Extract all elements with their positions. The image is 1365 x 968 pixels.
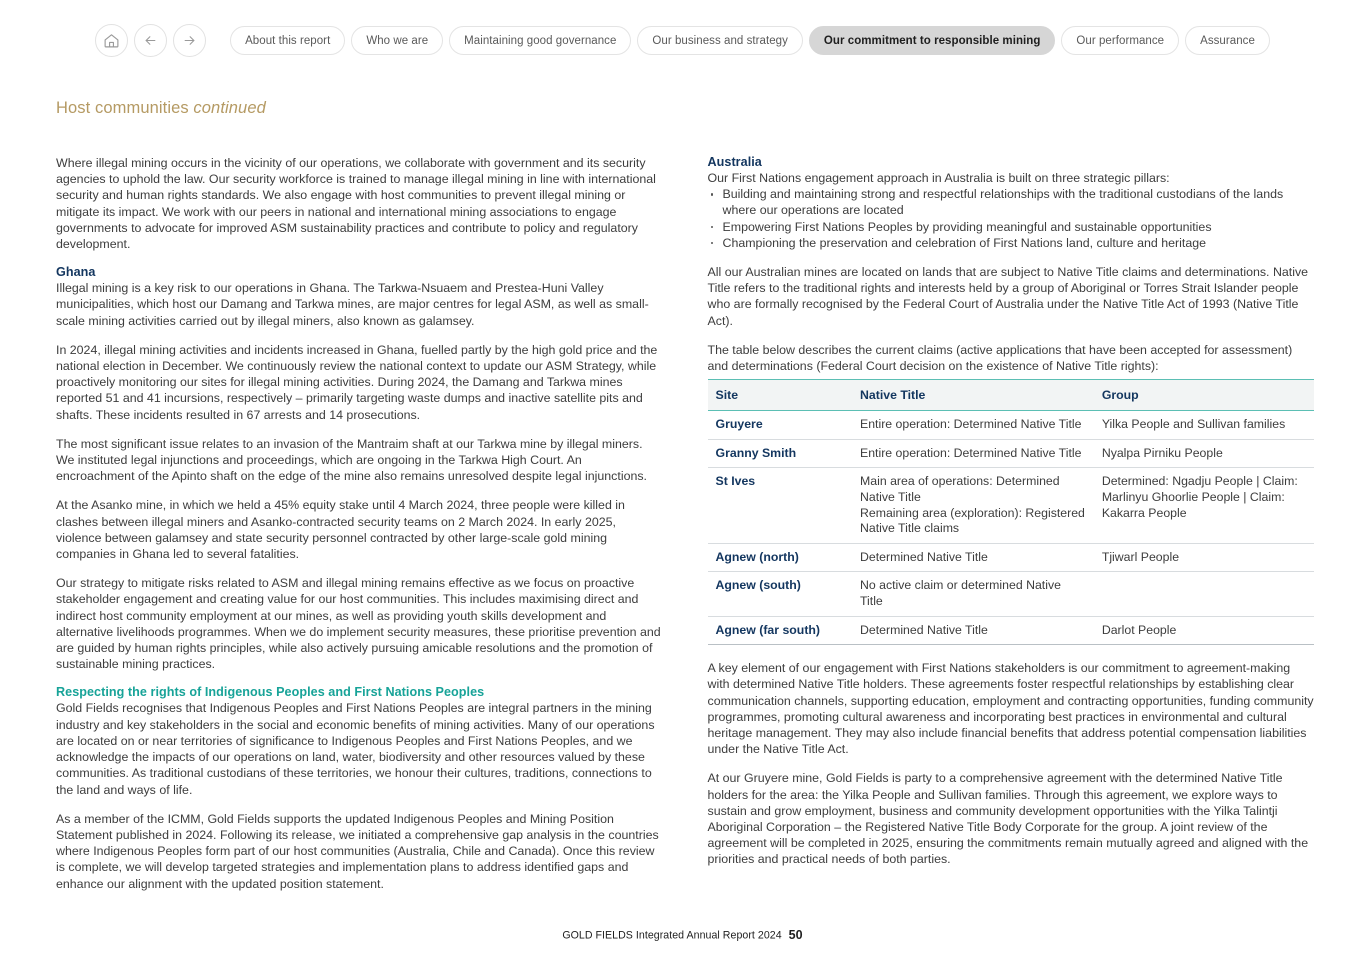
forward-button[interactable]	[173, 24, 206, 57]
page-title	[56, 99, 266, 118]
cell-site: Agnew (far south)	[708, 616, 853, 645]
paragraph-table-introduction: The table below describes the current claims (active applications that have been accepted for assessment) and determinations (Federal Court decision on the existence of Native Title rights):	[707, 342, 1293, 374]
tab-assurance[interactable]: Assurance	[1185, 26, 1270, 55]
paragraph-australia-intro: Our First Nations engagement approach in Australia is built on three strategic pillars:	[707, 171, 1170, 185]
page-title-main: Host communities	[56, 99, 189, 117]
cell-group: Darlot People	[1094, 616, 1314, 645]
back-button[interactable]	[134, 24, 167, 57]
heading-australia: Australia	[707, 155, 762, 169]
page-title-continued: continued	[193, 99, 266, 117]
page-content	[56, 155, 1314, 905]
cell-native-title: Determined Native Title	[852, 543, 1094, 572]
cell-native-title: Entire operation: Determined Native Title	[852, 439, 1094, 468]
cell-group: Nyalpa Pirniku People	[1094, 439, 1314, 468]
paragraph-gruyere-agreement: At our Gruyere mine, Gold Fields is party to a comprehensive agreement with the determined Native Title holders for the area: the Yilka People and Sullivan families. Through this agreement, we explore ways to sustain and grow employment, business and community development opportunities with the Yilka Talintji Aboriginal Corporation – the Registered Native Title Body Corporate for the group. A joint review of the agreement will be completed in 2025, ensuring the commitments remain mutually agreed and aligned with the priorities and practical needs of both parties.	[707, 771, 1309, 867]
footer-report-name: GOLD FIELDS Integrated Annual Report 2024	[562, 929, 782, 942]
column-header-site: Site	[708, 380, 853, 411]
right-column	[708, 155, 1315, 905]
heading-ghana: Ghana	[56, 265, 96, 280]
left-column	[56, 155, 663, 905]
paragraph-mantraim-shaft: The most significant issue relates to an invasion of the Mantraim shaft at our Tarkwa mine by illegal miners. We instituted legal injunctions and proceedings, which are ongoing in the Tarkwa High Court. An encroachment of the Apinto shaft on the edge of the mine also remains unresolved despite legal injunctions.	[56, 436, 647, 484]
cell-site: Agnew (north)	[708, 543, 853, 572]
cell-native-title: Entire operation: Determined Native Title	[852, 411, 1094, 440]
tab-our-business-and-strategy[interactable]: Our business and strategy	[637, 26, 803, 55]
cell-site: St Ives	[708, 468, 853, 543]
footer-page-number: 50	[788, 928, 803, 942]
tab-our-performance[interactable]: Our performance	[1061, 26, 1179, 55]
forward-arrow-icon	[182, 33, 197, 48]
paragraph-indigenous-partners: Gold Fields recognises that Indigenous Peoples and First Nations Peoples are integral partners in the mining industry and key stakeholders in the social and economic benefits of mining activities. Many of our operations are located on or near territories of significance to Indigenous Peoples and First Nations Peoples, and we acknowledge the impacts of our operations on land, water, biodiversity and other resources valued by these communities. As traditional custodians of these territories, we honour their cultures, traditions, connections to the land and ways of life.	[56, 701, 655, 797]
cell-site: Gruyere	[708, 411, 853, 440]
cell-native-title: No active claim or determined Native Title	[852, 572, 1094, 616]
paragraph-asanko-mine: At the Asanko mine, in which we held a 45% equity stake until 4 March 2024, three people were killed in clashes between illegal miners and Asanko-contracted security teams on 2 March 2024. In early 2025, violence between galamsey and state security personnel contracted by other large-scale gold mining companies in Ghana led to several fatalities.	[56, 498, 625, 562]
home-button[interactable]	[95, 24, 128, 57]
table-row	[708, 616, 1315, 645]
table-row	[708, 439, 1315, 468]
cell-site: Granny Smith	[708, 439, 853, 468]
table-row	[708, 572, 1315, 616]
paragraph-illegal-mining-collaboration: Where illegal mining occurs in the vicinity of our operations, we collaborate with government and its security agencies to uphold the law. Our security workforce is trained to manage illegal mining in line with international security and human rights standards. We also engage with host communities to prevent illegal mining or mitigate its impact. We work with our peers in national and international mining associations to engage governments to advocate for improved ASM sustainability practices and contribute to policy and regulatory development.	[56, 156, 656, 252]
tab-about-this-report[interactable]: About this report	[230, 26, 345, 55]
column-header-group: Group	[1094, 380, 1314, 411]
back-arrow-icon	[143, 33, 158, 48]
table-row	[708, 411, 1315, 440]
tab-maintaining-good-governance[interactable]: Maintaining good governance	[449, 26, 631, 55]
cell-group	[1094, 572, 1314, 616]
paragraph-native-title-definition: All our Australian mines are located on lands that are subject to Native Title claims and determinations. Native Title refers to the traditional rights and interests held by a group of Aboriginal or Torres Strait Islander people who are formally recognised by the Federal Court of Australia under the Native Title Act of 1993 (Native Title Act).	[707, 265, 1309, 328]
cell-group: Yilka People and Sullivan families	[1094, 411, 1314, 440]
list-strategic-pillars	[708, 186, 1315, 251]
tab-who-we-are[interactable]: Who we are	[351, 26, 443, 55]
paragraph-agreement-making: A key element of our engagement with First Nations stakeholders is our commitment to agreement-making with determined Native Title holders. These agreements foster respectful relationships by establishing clear communication channels, supporting education, employment and contracting opportunities, funding community programmes, promoting cultural awareness and incorporating best practices in environmental and cultural heritage management. They may also include financial benefits that address potential compensation liabilities under the Native Title Act.	[707, 661, 1314, 757]
tab-our-commitment-to-responsible-mining[interactable]: Our commitment to responsible mining	[809, 26, 1056, 55]
home-icon	[103, 32, 120, 49]
paragraph-icmm-position-statement: As a member of the ICMM, Gold Fields supports the updated Indigenous Peoples and Mining Position Statement published in 2024. Following its release, we initiated a comprehensive gap analysis in the countries where Indigenous Peoples form part of our host communities (Australia, Chile and Canada). Once this review is complete, we will develop targeted strategies and implementation plans to address identified gaps and enhance our alignment with the updated position statement.	[56, 811, 659, 891]
cell-site: Agnew (south)	[708, 572, 853, 616]
list-item: Empowering First Nations Peoples by providing meaningful and sustainable opportunities	[708, 219, 1315, 235]
cell-native-title: Determined Native Title	[852, 616, 1094, 645]
table-row	[708, 468, 1315, 543]
native-title-claims-table	[708, 379, 1315, 645]
paragraph-asm-strategy: Our strategy to mitigate risks related to ASM and illegal mining remains effective as we focus on proactive stakeholder engagement and creating value for our host communities. This includes maximising direct and indirect host community employment at our mines, as well as providing youth skills development and alternative livelihoods programmes. When we do implement security measures, these prioritise prevention and are guided by human rights principles, while also actively pursuing amicable resolutions and the promotion of sustainable mining practices.	[56, 576, 661, 672]
table-header-row	[708, 380, 1315, 411]
top-navigation-bar	[0, 24, 1365, 57]
paragraph-ghana-risk: Illegal mining is a key risk to our operations in Ghana. The Tarkwa-Nsuaem and Prestea-Huni Valley municipalities, which host our Damang and Tarkwa mines, are major centres for legal ASM, as well as small-scale mining activities carried out by illegal miners, also known as galamsey.	[56, 281, 649, 328]
list-item: Championing the preservation and celebration of First Nations land, culture and heritage	[708, 235, 1315, 251]
cell-group: Tjiwarl People	[1094, 543, 1314, 572]
heading-respecting-indigenous-rights: Respecting the rights of Indigenous Peoples and First Nations Peoples	[56, 685, 485, 700]
list-item: Building and maintaining strong and respectful relationships with the traditional custodians of the lands where our operations are located	[708, 186, 1315, 218]
paragraph-ghana-2024-incidents: In 2024, illegal mining activities and incidents increased in Ghana, fuelled partly by the high gold price and the national election in December. We continuously review the national context to update our ASM Strategy, while proactively monitoring our sites for illegal mining activities. During 2024, the Damang and Tarkwa mines reported 51 and 41 incursions, respectively – primarily targeting waste dumps and inactive satellite pits and shafts. These incidents resulted in 67 arrests and 14 prosecutions.	[56, 342, 658, 422]
column-header-native-title: Native Title	[852, 380, 1094, 411]
page-footer	[0, 928, 1365, 942]
table-row	[708, 543, 1315, 572]
cell-group: Determined: Ngadju People | Claim: Marlinyu Ghoorlie People | Claim: Kakarra People	[1094, 468, 1314, 543]
cell-native-title: Main area of operations: Determined Native Title Remaining area (exploration): Registered Native Title claims	[852, 468, 1094, 543]
